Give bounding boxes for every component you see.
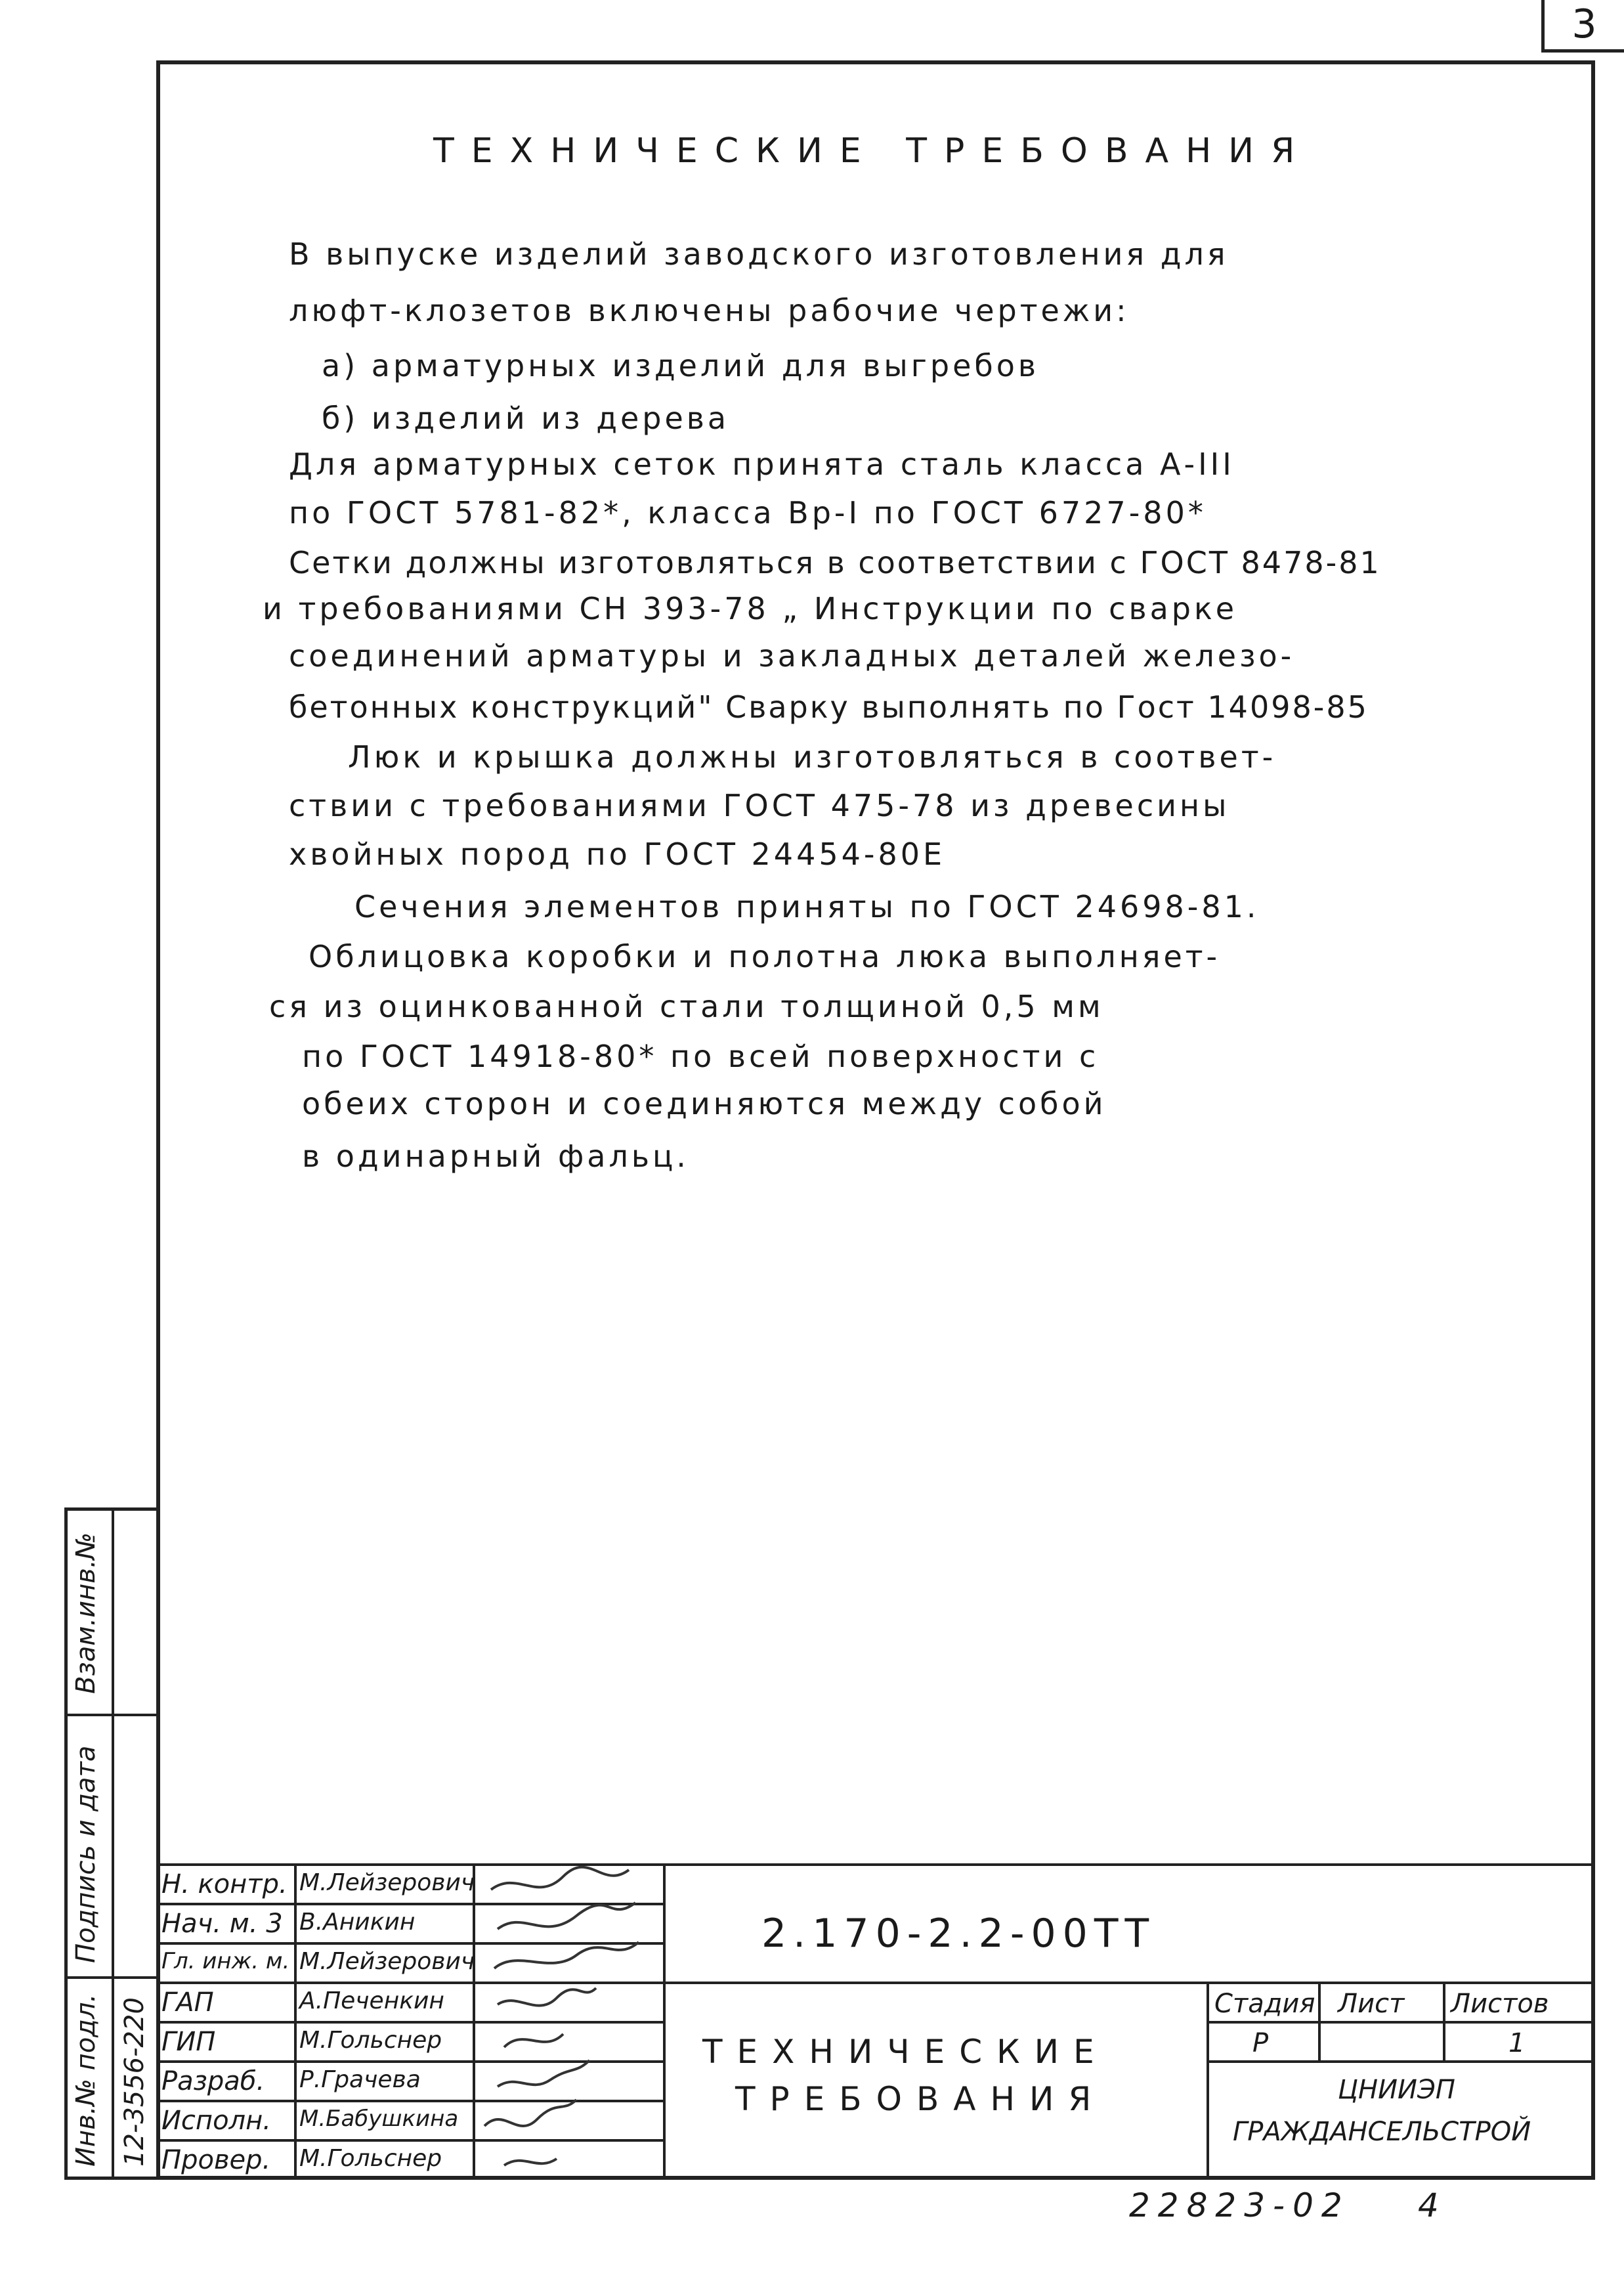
- signatures: [478, 1863, 662, 2180]
- body-line: Сечения элементов приняты по ГОСТ 24698-81.: [354, 889, 1260, 924]
- role-cell: Гл. инж. м.: [161, 1948, 290, 1974]
- body-line: в одинарный фальц.: [302, 1138, 689, 1174]
- body-line: Люк и крышка должны изготовляться в соответ-: [348, 739, 1277, 775]
- body-line: Сетки должны изготовляться в соответствии с ГОСТ 8478-81: [289, 545, 1381, 580]
- name-cell: М.Гольснер: [299, 2145, 442, 2172]
- body-line: хвойных пород по ГОСТ 24454-80Е: [289, 836, 946, 872]
- stage-label: Стадия: [1214, 1989, 1315, 2019]
- body-line: по ГОСТ 14918-80* по всей поверхности с: [302, 1039, 1100, 1074]
- body-line: ся из оцинкованной стали толщиной 0,5 мм: [269, 989, 1104, 1024]
- body-line: и требованиями СН 393-78 „ Инструкции по сварке: [263, 591, 1238, 626]
- document-name: ТРЕБОВАНИЯ: [735, 2080, 1106, 2118]
- side-label-inv-original: Инв.№ подл.: [71, 1993, 101, 2167]
- name-cell: А.Печенкин: [299, 1987, 444, 2014]
- role-cell: Н. контр.: [161, 1869, 288, 1899]
- body-line: бетонных конструкций" Сварку выполнять по Гост 14098-85: [289, 689, 1369, 725]
- name-cell: М.Бабушкина: [299, 2106, 459, 2132]
- role-cell: Нач. м. 3: [161, 1909, 283, 1939]
- tb-line: [1207, 1982, 1209, 2180]
- tb-line: [473, 1863, 475, 2180]
- name-cell: М.Лейзерович: [299, 1948, 475, 1975]
- archive-code: 22823-02: [1129, 2186, 1350, 2224]
- role-cell: ГИП: [161, 2027, 216, 2057]
- tb-line: [156, 1982, 1595, 1984]
- name-cell: М.Лейзерович: [299, 1869, 475, 1896]
- body-line: обеих сторон и соединяются между собой: [302, 1086, 1107, 1121]
- body-line: б) изделий из дерева: [322, 401, 730, 436]
- name-cell: Р.Грачева: [299, 2066, 421, 2093]
- title-block: [156, 1863, 1595, 2180]
- body-line: люфт-клозетов включены рабочие чертежи:: [289, 293, 1130, 328]
- name-cell: В.Аникин: [299, 1909, 416, 1936]
- tb-line: [1207, 2021, 1595, 2024]
- role-cell: Провер.: [161, 2145, 271, 2175]
- side-label-signature-date: Подпись и дата: [71, 1745, 101, 1963]
- side-strip-divider: [64, 1714, 160, 1716]
- name-cell: М.Гольснер: [299, 2027, 442, 2054]
- body-line: а) арматурных изделий для выгребов: [322, 348, 1039, 383]
- organization-name: ЦНИИЭП: [1338, 2075, 1455, 2105]
- document-code: 2.170-2.2-00ТТ: [761, 1911, 1156, 1957]
- page-title: ТЕХНИЧЕСКИЕ ТРЕБОВАНИЯ: [433, 131, 1312, 171]
- side-label-inv-number: 12-3556-220: [119, 1997, 150, 2167]
- tb-line: [156, 1863, 1595, 1866]
- stage-value: Р: [1252, 2028, 1269, 2058]
- body-line: ствии с требованиями ГОСТ 475-78 из древесины: [289, 788, 1230, 823]
- role-cell: Разраб.: [161, 2066, 265, 2096]
- tb-line: [294, 1863, 297, 2180]
- role-cell: ГАП: [161, 1987, 214, 2018]
- body-line: Для арматурных сеток принята сталь класса А-III: [289, 446, 1235, 482]
- side-strip-divider: [64, 1976, 160, 1979]
- sheets-label: Листов: [1451, 1989, 1549, 2019]
- page-number: 3: [1541, 0, 1624, 53]
- side-strip-divider: [112, 1507, 114, 2180]
- body-line: Облицовка коробки и полотна люка выполняет-: [309, 939, 1221, 974]
- organization-name: ГРАЖДАНСЕЛЬСТРОЙ: [1233, 2117, 1531, 2147]
- role-cell: Исполн.: [161, 2106, 271, 2136]
- tb-line: [1318, 1982, 1321, 2060]
- body-line: В выпуске изделий заводского изготовления для: [289, 236, 1229, 272]
- side-label-inv-replace: Взам.инв.№: [71, 1532, 101, 1694]
- tb-line: [1443, 1982, 1445, 2060]
- archive-sheet-number: 4: [1418, 2186, 1439, 2224]
- tb-line: [1207, 2060, 1595, 2063]
- tb-line: [663, 1863, 666, 2180]
- body-line: соединений арматуры и закладных деталей железо-: [289, 638, 1295, 674]
- document-name: ТЕХНИЧЕСКИЕ: [702, 2033, 1109, 2071]
- sheet-label: Лист: [1338, 1989, 1405, 2019]
- sheets-value: 1: [1508, 2028, 1526, 2058]
- body-line: по ГОСТ 5781-82*, класса Вр-I по ГОСТ 6727-80*: [289, 495, 1207, 531]
